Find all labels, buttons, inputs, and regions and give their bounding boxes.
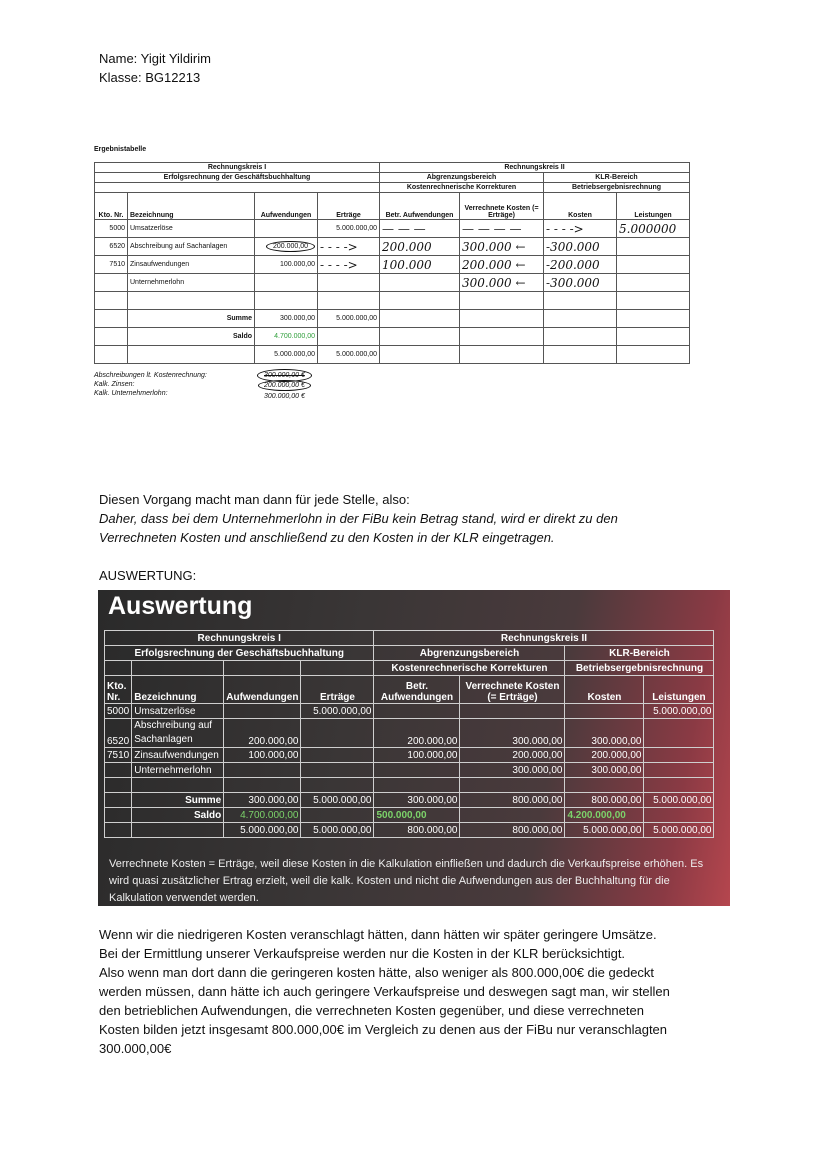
table-row: [95, 274, 690, 292]
col-ertr: Erträge: [318, 193, 380, 220]
cell-betr: [374, 704, 460, 719]
klr-header: KLR-Bereich: [544, 173, 690, 183]
s-saldo-label: Saldo: [132, 808, 224, 823]
s-ber: Betriebsergebnisrechnung: [565, 661, 714, 676]
para1-line: Verrechneten Kosten und anschließend zu den Kosten in der KLR eingetragen.: [99, 530, 555, 545]
cell-ertr: [301, 763, 374, 778]
abgr-header: Abgrenzungsbereich: [380, 173, 544, 183]
cell-betr: [380, 274, 460, 292]
cell-kosten: -300.000: [544, 238, 617, 256]
cell-aufw: [255, 274, 318, 292]
note-row: [94, 389, 168, 398]
cell-bez: Abschreibung auf Sachanlagen: [132, 719, 224, 748]
cell-aufw: 200.000,00: [224, 719, 301, 748]
para2-line: den betrieblichen Aufwendungen, die verrechneten Kosten gegenüber, und diese verrechneten: [99, 1003, 644, 1018]
s-saldo-aufw: 4.700.000,00: [224, 808, 301, 823]
note-value-circled: 200.000,00 €: [258, 380, 311, 391]
slide-title: Auswertung: [108, 592, 253, 620]
cell-aufw: 100.000,00: [255, 256, 318, 274]
para1-line: Daher, dass bei dem Unternehmerlohn in der FiBu kein Betrag stand, wird er direkt zu den: [99, 511, 618, 526]
table-row: [105, 704, 714, 719]
ber-header: Betriebsergebnisrechnung: [544, 183, 690, 193]
cell-leist: [644, 763, 714, 778]
erfolg-header: Erfolgsrechnung der Geschäftsbuchhaltung: [95, 173, 380, 183]
s-col-ertr: Erträge: [301, 676, 374, 704]
s-saldo-kosten: 4.200.000,00: [565, 808, 644, 823]
cell-kosten: 200.000,00: [565, 748, 644, 763]
kk-header: Kostenrechnerische Korrekturen: [380, 183, 544, 193]
cell-kosten: 300.000,00: [565, 719, 644, 748]
cell-kosten: [565, 704, 644, 719]
cell-kto: 5000: [105, 704, 132, 719]
col-kosten: Kosten: [544, 193, 617, 220]
para1-line: Diesen Vorgang macht man dann für jede Stelle, also:: [99, 492, 410, 507]
cell-kto: 5000: [95, 220, 128, 238]
saldo-label: Saldo: [128, 328, 255, 346]
cell-aufw: 100.000,00: [224, 748, 301, 763]
cell-aufw: [255, 220, 318, 238]
cell-verr: 300.000 ←: [460, 274, 544, 292]
summe-label: Summe: [128, 310, 255, 328]
cell-bez: Umsatzerlöse: [128, 220, 255, 238]
cell-verr: 300.000,00: [460, 719, 565, 748]
cell-betr: — — —: [380, 220, 460, 238]
cell-leist: [617, 238, 690, 256]
note-value-circled: 300.000,00 €: [257, 369, 312, 382]
s-col-aufw: Aufwendungen: [224, 676, 301, 704]
cell-kto: 7510: [95, 256, 128, 274]
cell-verr: 200.000,00: [460, 748, 565, 763]
s-total-leist: 5.000.000,00: [644, 823, 714, 838]
cell-ertr: [301, 748, 374, 763]
note-label: Abschreibungen lt. Kostenrechnung:: [94, 372, 207, 379]
s-saldo-betr: 500.000,00: [374, 808, 460, 823]
cell-ertr: [301, 719, 374, 748]
cell-bez: Zinsaufwendungen: [132, 748, 224, 763]
s-total-ertr: 5.000.000,00: [301, 823, 374, 838]
cell-kto: 7510: [105, 748, 132, 763]
s-col-leist: Leistungen: [644, 676, 714, 704]
cell-aufw: [224, 763, 301, 778]
table-row: [105, 719, 714, 748]
para2-line: werden müssen, dann hätte ich auch geringere Verkaufspreise und deswegen sagt man, wir stellen: [99, 984, 670, 999]
s-total-aufw: 5.000.000,00: [224, 823, 301, 838]
cell-leist: 5.000000: [617, 220, 690, 238]
cell-leist: [644, 748, 714, 763]
para2-line: 300.000,00€: [99, 1041, 172, 1056]
total-ertr: 5.000.000,00: [318, 346, 380, 364]
s-summe-verr: 800.000,00: [460, 793, 565, 808]
s-kk: Kostenrechnerische Korrekturen: [374, 661, 565, 676]
s-col-verr: Verrechnete Kosten (= Erträge): [460, 676, 565, 704]
col-leist: Leistungen: [617, 193, 690, 220]
s-total-verr: 800.000,00: [460, 823, 565, 838]
cell-bez: Unternehmerlohn: [128, 274, 255, 292]
cell-leist: [617, 256, 690, 274]
rk2-header: Rechnungskreis II: [380, 163, 690, 173]
cell-kosten: 300.000,00: [565, 763, 644, 778]
cell-verr: 200.000 ←: [460, 256, 544, 274]
cell-kto: [105, 763, 132, 778]
worksheet-title: Ergebnistabelle: [94, 146, 147, 153]
cell-kto: 6520: [105, 719, 132, 748]
cell-verr: [460, 704, 565, 719]
s-summe-ertr: 5.000.000,00: [301, 793, 374, 808]
s-abgr: Abgrenzungsbereich: [374, 646, 565, 661]
cell-leist: [644, 719, 714, 748]
s-rk2: Rechnungskreis II: [374, 631, 714, 646]
cell-aufw: [224, 704, 301, 719]
s-summe-betr: 300.000,00: [374, 793, 460, 808]
auswertung-slide: [98, 590, 730, 906]
cell-betr: 200.000,00: [374, 719, 460, 748]
table-row: [95, 220, 690, 238]
cell-verr: — — — —: [460, 220, 544, 238]
cell-bez: Abschreibung auf Sachanlagen: [128, 238, 255, 256]
table-row: [105, 748, 714, 763]
table-row: [105, 763, 714, 778]
para2-line: Kosten bilden jetzt insgesamt 800.000,00€ im Vergleich zu denen aus der FiBu nur veranschlagten: [99, 1022, 668, 1037]
saldo-aufw: 4.700.000,00: [255, 328, 318, 346]
col-betr: Betr. Aufwendungen: [380, 193, 460, 220]
note-label: Kalk. Unternehmerlohn:: [94, 390, 168, 397]
student-class: Klasse: BG12213: [99, 70, 201, 85]
cell-verr: 300.000 ←: [460, 238, 544, 256]
cell-betr: 100.000: [380, 256, 460, 274]
slide-note: Verrechnete Kosten = Erträge, weil diese Kosten in die Kalkulation einfließen und dadurch die Verkaufspreise erhöhen. Es wird quasi zusätzlicher Ertrag erzielt, weil die kalk. Kosten und nicht die Aufwendungen aus der Buchhaltung für die Kalkulation verwendet werden.: [109, 858, 704, 904]
s-erfolg: Erfolgsrechnung der Geschäftsbuchhaltung: [105, 646, 374, 661]
s-summe-row: [105, 793, 714, 808]
rk1-header: Rechnungskreis I: [95, 163, 380, 173]
cell-ertr: - - - ->: [318, 238, 380, 256]
summe-ertr: 5.000.000,00: [318, 310, 380, 328]
slide-table: [104, 630, 714, 838]
total-aufw: 5.000.000,00: [255, 346, 318, 364]
cell-verr: 300.000,00: [460, 763, 565, 778]
circled-value: 200.000,00: [266, 241, 315, 252]
cell-kto: 6520: [95, 238, 128, 256]
auswertung-label: AUSWERTUNG:: [99, 568, 197, 583]
cell-kosten: -300.000: [544, 274, 617, 292]
summe-aufw: 300.000,00: [255, 310, 318, 328]
s-total-betr: 800.000,00: [374, 823, 460, 838]
table-row: [95, 238, 690, 256]
cell-betr: 100.000,00: [374, 748, 460, 763]
s-summe-kosten: 800.000,00: [565, 793, 644, 808]
cell-kto: [95, 274, 128, 292]
cell-leist: [617, 274, 690, 292]
cell-betr: 200.000: [380, 238, 460, 256]
s-summe-label: Summe: [132, 793, 224, 808]
s-col-bez: Bezeichnung: [132, 676, 224, 704]
worksheet-table: [94, 162, 690, 364]
cell-kosten: - - - ->: [544, 220, 617, 238]
cell-ertr: [318, 274, 380, 292]
cell-ertr: 5.000.000,00: [301, 704, 374, 719]
cell-ertr: 5.000.000,00: [318, 220, 380, 238]
summe-row: [95, 310, 690, 328]
saldo-row: [95, 328, 690, 346]
student-name: Name: Yigit Yildirim: [99, 51, 211, 66]
cell-leist: 5.000.000,00: [644, 704, 714, 719]
s-col-betr: Betr. Aufwendungen: [374, 676, 460, 704]
table-row: [95, 256, 690, 274]
s-summe-leist: 5.000.000,00: [644, 793, 714, 808]
cell-betr: [374, 763, 460, 778]
col-bez: Bezeichnung: [128, 193, 255, 220]
para2-line: Also wenn man dort dann die geringeren kosten hätte, also weniger als 800.000,00€ die gedeckt: [99, 965, 655, 980]
s-summe-aufw: 300.000,00: [224, 793, 301, 808]
s-col-kosten: Kosten: [565, 676, 644, 704]
total-row: [95, 346, 690, 364]
s-rk1: Rechnungskreis I: [105, 631, 374, 646]
s-col-kto: Kto. Nr.: [105, 676, 132, 704]
note-row: [94, 380, 134, 389]
col-aufw: Aufwendungen: [255, 193, 318, 220]
col-kto: Kto. Nr.: [95, 193, 128, 220]
para2-line: Bei der Ermittlung unserer Verkaufspreise werden nur die Kosten in der KLR berücksichtigt.: [99, 946, 626, 961]
s-total-kosten: 5.000.000,00: [565, 823, 644, 838]
cell-kosten: -200.000: [544, 256, 617, 274]
col-verr: Verrechnete Kosten (= Erträge): [460, 193, 544, 220]
s-saldo-row: [105, 808, 714, 823]
note-row: [94, 371, 207, 380]
note-label: Kalk. Zinsen:: [94, 381, 135, 388]
para2-line: Wenn wir die niedrigeren Kosten veranschlagt hätten, dann hätten wir später geringere Umsätze.: [99, 927, 657, 942]
cell-bez: Unternehmerlohn: [132, 763, 224, 778]
cell-bez: Umsatzerlöse: [132, 704, 224, 719]
note-value: 300.000,00 €: [264, 393, 305, 400]
cell-ertr: - - - ->: [318, 256, 380, 274]
s-total-row: [105, 823, 714, 838]
s-klr: KLR-Bereich: [565, 646, 714, 661]
cell-bez: Zinsaufwendungen: [128, 256, 255, 274]
cell-aufw: [255, 238, 318, 256]
